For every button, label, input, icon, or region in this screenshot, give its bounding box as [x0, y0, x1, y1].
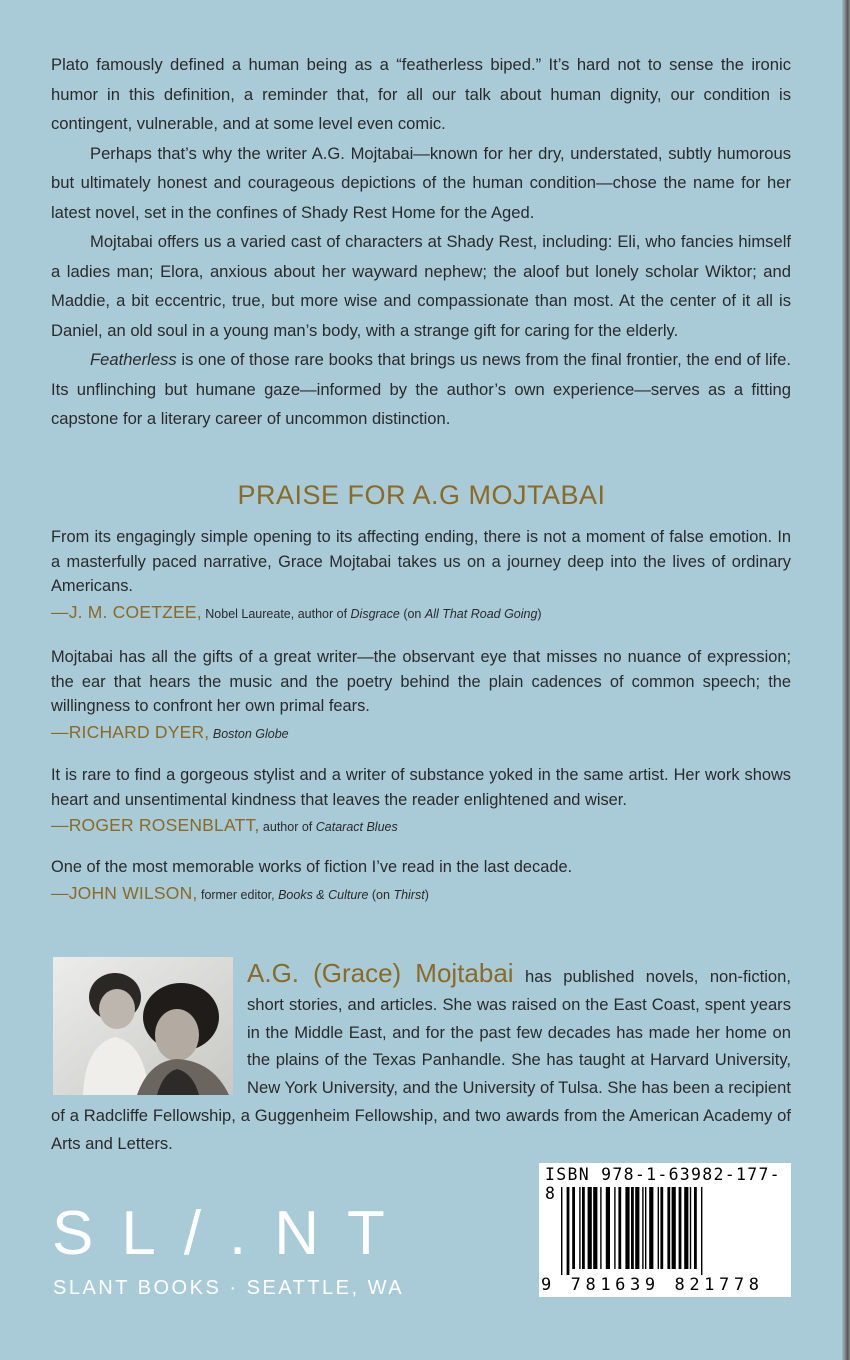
work-title: Boston Globe: [212, 726, 289, 741]
blurb-paragraph-4: [51, 345, 791, 434]
quote-attribution: [51, 881, 791, 908]
author-name: A.G. (Grace) Mojtabai: [247, 958, 514, 988]
isbn-barcode: [539, 1163, 791, 1297]
blurb-paragraph-4-text: is one of those rare books that brings us news from the final frontier, the end of life. Its unflinching but humane gaze—informed by the author’s own experience—serves as a fitting capstone for a literary career of uncommon distinction.: [51, 350, 791, 428]
bio-text: has published novels, non-fiction, short stories, and articles. She was raised on the East Coast, spent years in the Middle East, and for the past few decades has made her home on the plains of the Texas Panhandle. She has taught at Harvard University, New York University, and the University of Tulsa. She has been a recipient of a Radcliffe Fellowship, a Guggenheim Fellowship, and two awards from the American Academy of Arts and Letters.: [51, 967, 791, 1153]
author-bio: [51, 960, 791, 1158]
author-role-cont: (on: [399, 606, 425, 621]
quote-author: —RICHARD DYER,: [51, 721, 210, 742]
barcode-bar: [684, 1187, 688, 1269]
quote-author: —J. M. COETZEE,: [51, 601, 202, 622]
photo-spacer: [51, 960, 247, 1100]
work-title: Disgrace: [350, 606, 400, 621]
praise-quote-2: [51, 645, 791, 746]
work-title: Books & Culture: [278, 887, 369, 902]
barcode-bar: [679, 1187, 682, 1269]
blurb-paragraph-3: Mojtabai offers us a varied cast of characters at Shady Rest, including: Eli, who fancies himself a ladies man; Elora, anxious about her wayward nephew; the aloof but lonely scholar Wiktor; and Maddie, a bit eccentric, true, but more wise and compassionate than most. At the center of it all is Daniel, an old soul in a young man’s body, with a strange gift for caring for the elderly.: [51, 232, 791, 340]
book-blurb: [51, 50, 791, 434]
barcode-bar: [690, 1187, 691, 1269]
barcode-bar: [658, 1187, 659, 1269]
slant-logo: SL/.NT: [52, 1199, 413, 1268]
barcode-bar: [572, 1187, 575, 1269]
barcode-bar: [567, 1187, 570, 1275]
author-role: author of: [259, 820, 316, 834]
quote-text: It is rare to find a gorgeous stylist and a writer of substance yoked in the same artist. Her work shows heart and unsentimental kindness that leaves the reader enlightened and wiser.: [51, 766, 791, 809]
quote-author: —ROGER ROSENBLATT,: [51, 815, 260, 835]
cover-edge-strip: [842, 0, 850, 1360]
author-role-end: ): [424, 887, 429, 902]
barcode-bar: [701, 1187, 702, 1275]
ean-number: 9 781639 821778: [541, 1275, 764, 1295]
author-role-end: ): [537, 606, 542, 621]
work-title-2: All That Road Going: [424, 606, 538, 621]
barcode-bar: [593, 1187, 597, 1269]
author-role-cont: (on: [368, 887, 394, 902]
quote-author: —JOHN WILSON,: [51, 882, 198, 903]
barcode-bar: [642, 1187, 643, 1269]
isbn-text: ISBN 978-1-63982-177-8: [545, 1165, 781, 1203]
barcode-bar: [645, 1187, 646, 1269]
quote-attribution: [51, 600, 791, 627]
praise-heading: PRAISE FOR A.G MOJTABAI: [237, 480, 606, 510]
barcode-bars: [539, 1187, 791, 1277]
barcode-bar: [635, 1187, 639, 1269]
praise-quote-4: [51, 855, 791, 907]
barcode-bar: [588, 1187, 592, 1269]
barcode-bar: [672, 1187, 676, 1269]
barcode-bar: [625, 1187, 629, 1269]
blurb-paragraph-2: Perhaps that’s why the writer A.G. Mojtabai—known for her dry, understated, subtly humorous but ultimately honest and courageous depictions of the human condition—chose the name for her latest novel, set in the confines of Shady Rest Home for the Aged.: [51, 143, 791, 222]
quote-attribution: [51, 813, 791, 840]
barcode-bar: [561, 1187, 562, 1275]
praise-quote-1: [51, 525, 791, 626]
barcode-bar: [600, 1187, 601, 1269]
book-title: Featherless: [90, 350, 177, 369]
barcode-bar: [631, 1187, 634, 1269]
publisher-line: SLANT BOOKS · SEATTLE, WA: [53, 1277, 405, 1299]
author-role: former editor,: [197, 887, 279, 902]
work-title: Cataract Blues: [315, 820, 398, 834]
quote-text: From its engagingly simple opening to its affecting ending, there is not a moment of false emotion. In a masterfully paced narrative, Grace Mojtabai takes us on a journey deep into the lives of ordinary Americans.: [51, 528, 791, 595]
barcode-bar: [614, 1187, 615, 1269]
barcode-bar: [667, 1187, 670, 1269]
quote-text: One of the most memorable works of fiction I’ve read in the last decade.: [51, 858, 573, 876]
quote-attribution: [51, 720, 791, 747]
praise-quote-3: [51, 763, 791, 840]
barcode-bar: [618, 1187, 621, 1269]
quote-text: Mojtabai has all the gifts of a great writer—the observant eye that misses no nuance of expression; the ear that hears the music and the poetry behind the plain cadences of common speech; the willingness to confront her own primal fears.: [51, 648, 791, 715]
author-role: Nobel Laureate, author of: [201, 606, 351, 621]
blurb-paragraph-1: Plato famously defined a human being as a “featherless biped.” It’s hard not to sense the ironic humor in this definition, a reminder that, for all our talk about human dignity, our condition is contingent, vulnerable, and at some level even comic.: [51, 55, 791, 133]
barcode-bar: [649, 1187, 653, 1269]
barcode-bar: [694, 1187, 697, 1269]
barcode-bar: [660, 1187, 663, 1269]
work-title-2: Thirst: [393, 887, 425, 902]
barcode-bar: [579, 1187, 580, 1269]
barcode-bar: [606, 1187, 610, 1269]
barcode-bar: [582, 1187, 585, 1269]
